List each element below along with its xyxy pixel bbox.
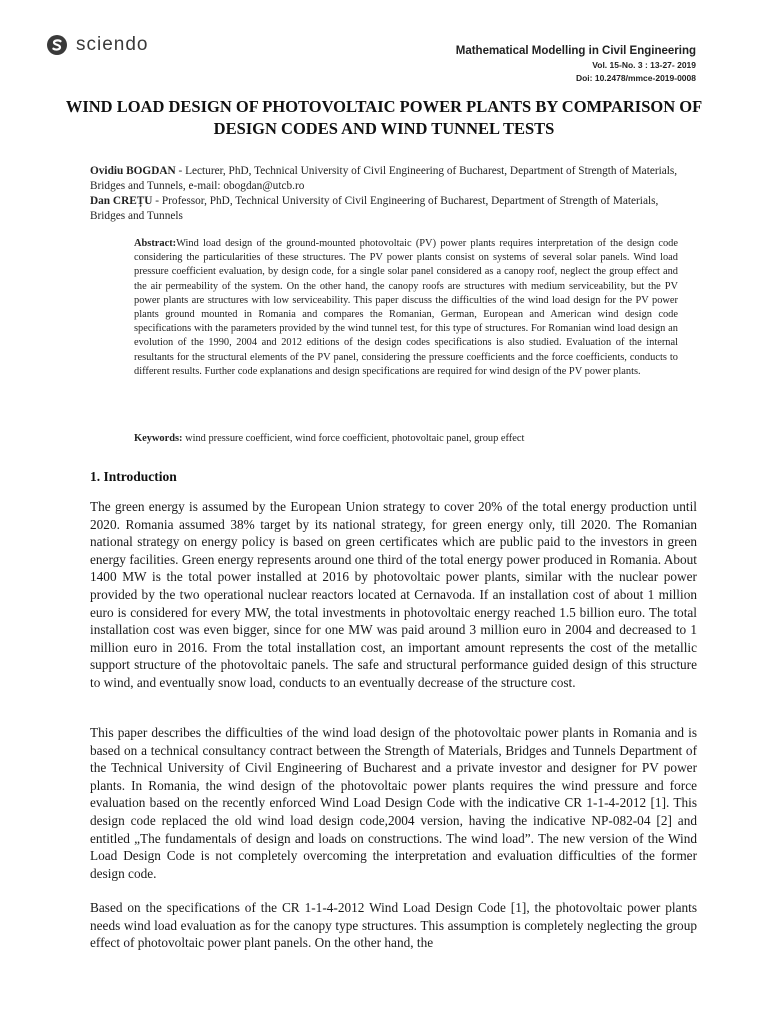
sciendo-logo-icon — [46, 34, 68, 56]
paper-title: WIND LOAD DESIGN OF PHOTOVOLTAIC POWER PLANTS BY COMPARISON OF DESIGN CODES AND WIND TUNNEL TESTS — [65, 97, 703, 138]
abstract-label: Abstract: — [134, 238, 177, 249]
keywords-label: Keywords: — [134, 433, 183, 444]
body-paragraph — [90, 498, 697, 692]
body-paragraph — [90, 724, 697, 882]
author-entry — [90, 194, 690, 224]
author-list — [90, 164, 690, 224]
journal-info — [456, 43, 696, 85]
paragraph-text: The green energy is assumed by the European Union strategy to cover 20% of the total energy production until 2020. Romania assumed 38% target by its national strategy, for green energy only, till 2020. The Romanian national strategy on energy policy is based on green certificates which are public paid to the investors in green energy facilities. Green energy represents around one third of the total energy power produced in Romania. About 1400 MW is the total power installed at 2016 by photovoltaic power plants, similar with the nuclear power provided by the two operational nuclear reactors located at Cernavoda. If an installation cost of about 1 million euro is considered for every MW, the total investments in photovoltaic energy reached 1.5 billion euro. The total installation cost was even bigger, since for one MW was paid around 3 million euro in 2004 and decreased to 1 million euro in 2016. From the total installation cost, an important amount represents the cost of the metallic support structure of the photovoltaic panels. The safe and structural performance guided design of this structure to wind, and eventually snow load, conducts to an eventually decrease of the structure cost. — [90, 499, 697, 690]
abstract — [134, 237, 678, 379]
journal-doi[interactable]: Doi: 10.2478/mmce-2019-0008 — [575, 73, 696, 83]
journal-volume: Vol. 15-No. 3 : 13-27- 2019 — [592, 60, 696, 70]
body-paragraph — [90, 899, 697, 952]
section-heading: 1. Introduction — [90, 469, 177, 484]
paragraph-text: Based on the specifications of the CR 1-1-4-2012 Wind Load Design Code [1], the photovoltaic power plants needs wind load evaluation as for the canopy type structures. This assumption is completely neglecting the group effect of photovoltaic power plant panels. On the other hand, the — [90, 900, 697, 951]
author-name: Dan CREȚU — [90, 195, 153, 207]
author-affiliation: - Lecturer, PhD, Technical University of Civil Engineering of Bucharest, Department of Strength of Materials, Bridges and Tunnels, e-mail: obogdan@utcb.ro — [90, 165, 678, 192]
keywords — [134, 432, 694, 446]
journal-name: Mathematical Modelling in Civil Engineering — [455, 45, 696, 57]
paragraph-text: This paper describes the difficulties of the wind load design of the photovoltaic power plants in Romania and is based on a technical consultancy contract between the Strength of Materials, Bridges and Tunnels Department of the Technical University of Civil Engineering of Bucharest and a private investor and designer for PV power plants. In Romania, the wind design of the photovoltaic power plants requires the wind pressure and force evaluation based on the recently enforced Wind Load Design Code with the indicative CR 1-1-4-2012 [1]. This design code replaced the old wind load design code,2004 version, having the indicative NP-082-04 [2] and entitled „The fundamentals of design and loads on constructions. The wind load”. The new version of the Wind Load Design Code is not completely overcoming the interpretation and evaluation difficulties of the former design code. — [90, 725, 697, 881]
author-name: Ovidiu BOGDAN — [90, 165, 176, 177]
publisher-name: sciendo — [76, 34, 149, 55]
publisher-logo — [46, 34, 149, 56]
author-entry — [90, 164, 690, 194]
keywords-text: wind pressure coefficient, wind force coefficient, photovoltaic panel, group effect — [182, 433, 525, 444]
author-affiliation: - Professor, PhD, Technical University of Civil Engineering of Bucharest, Department of Strength of Materials, Bridges and Tunnels — [90, 195, 659, 222]
abstract-text: Wind load design of the ground-mounted photovoltaic (PV) power plants requires interpretation of the design code considering the particularities of these structures. The PV power plants consist on systems of several solar panels. Wind load pressure coefficient evaluation, by design code, for a single solar panel considered as a canopy roof, neglect the group effect and the air permeability of the system. On the other hand, the canopy roofs are structures with medium serviceability, but the PV power plants are structures with low serviceability. This paper discuss the difficulties of the wind load design for the PV power plants ground mounted in Romania and compares the Romanian, German, European and American wind design code specifications with the parameters provided by the wind tunnel test, for this type of structures. For Romanian wind load design an evolution of the 1990, 2004 and 2012 editions of the design codes specifications is also studied. Evaluation of the internal resultants for the structural elements of the PV panel, considering the pressure coefficients and the force coefficients, conducts to different results. Further code explanations and design specifications are required for wind design of the PV power plants. — [134, 238, 678, 377]
